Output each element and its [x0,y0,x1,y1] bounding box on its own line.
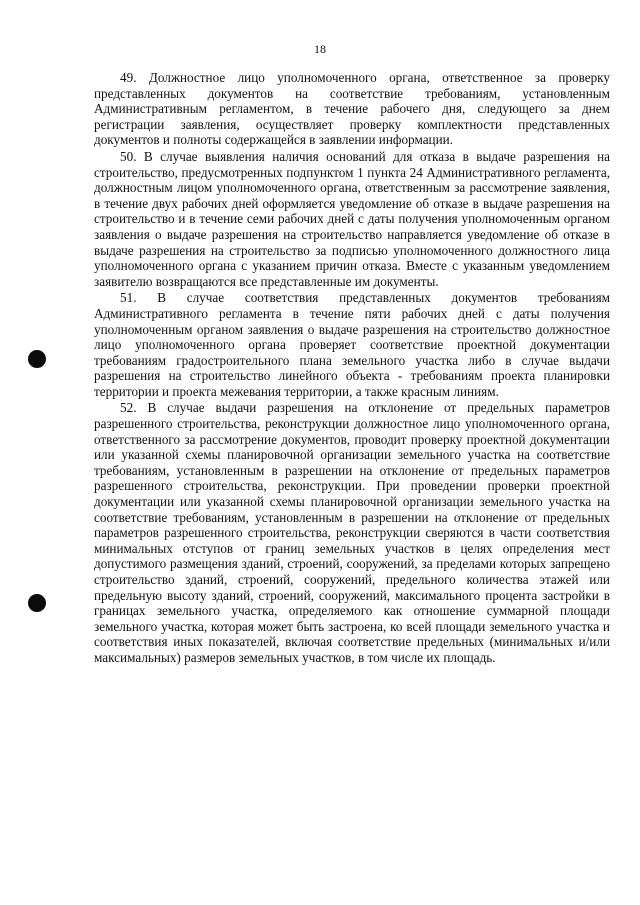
page-number: 18 [314,42,326,56]
punch-hole-top [28,350,46,368]
paragraph-49: 49. Должностное лицо уполномоченного органа, ответственное за проверку представленных документов на соответствие требованиям, установленным Административным регламентом, в течение рабочего дня, следующего за днем регистрации заявления, осуществляет проверку комплектности представленных документов и полноты содержащейся в заявлении информации. [94,70,610,148]
punch-hole-bottom [28,594,46,612]
paragraph-51: 51. В случае соответствия представленных документов требованиям Административного регламента в течение пяти рабочих дней с даты получения уполномоченным органом заявления о выдаче разрешения на строительство должностное лицо уполномоченного органа проверяет соответствие проектной документации требованиям градостроительного плана земельного участка либо в случае выдачи разрешения на строительство линейного объекта - требованиям проекта планировки территории и проекта межевания территории, а также красным линиям. [94,290,610,399]
paragraph-52: 52. В случае выдачи разрешения на отклонение от предельных параметров разрешенного строительства, реконструкции должностное лицо уполномоченного органа, ответственного за рассмотрение документов, проводит проверку проектной документации или указанной схемы планировочной организации земельного участка на соответствие требованиям, установленным в разрешении на отклонение от предельных параметров разрешенного строительства, реконструкции. При проведении проверки проектной документации или указанной схемы планировочной организации земельного участка на соответствие требованиям, установленным в разрешении на отклонение от предельных параметров разрешенного строительства, реконструкции сверяются в части соответствия минимальных отступов от границ земельных участков в целях определения мест допустимого размещения зданий, строений, сооружений, за пределами которых запрещено строительство зданий, строений, сооружений, предельного количества этажей или предельную высоту зданий, строений, сооружений, максимального процента застройки в границах земельного участка, определяемого как отношение суммарной площади земельного участка, которая может быть застроена, ко всей площади земельного участка и соответствия иных показателей, включая соответствие предельных (минимальных и/или максимальных) размеров земельных участков, в том числе их площадь. [94,400,610,665]
paragraph-50: 50. В случае выявления наличия оснований для отказа в выдаче разрешения на строительство, предусмотренных подпунктом 1 пункта 24 Административного регламента, должностным лицом уполномоченного органа, ответственным за рассмотрение заявления, в течение двух рабочих дней оформляется уведомление об отказе в выдаче разрешения на строительство и в течение семи рабочих дней с даты получения уполномоченным органом заявления о выдаче разрешения на строительство направляется уведомление об отказе в выдаче разрешения на строительство за подписью уполномоченного должностного лица уполномоченного органа с указанием причин отказа. Вместе с указанным уведомлением заявителю возвращаются все представленные им документы. [94,148,610,289]
document-body [94,70,610,666]
